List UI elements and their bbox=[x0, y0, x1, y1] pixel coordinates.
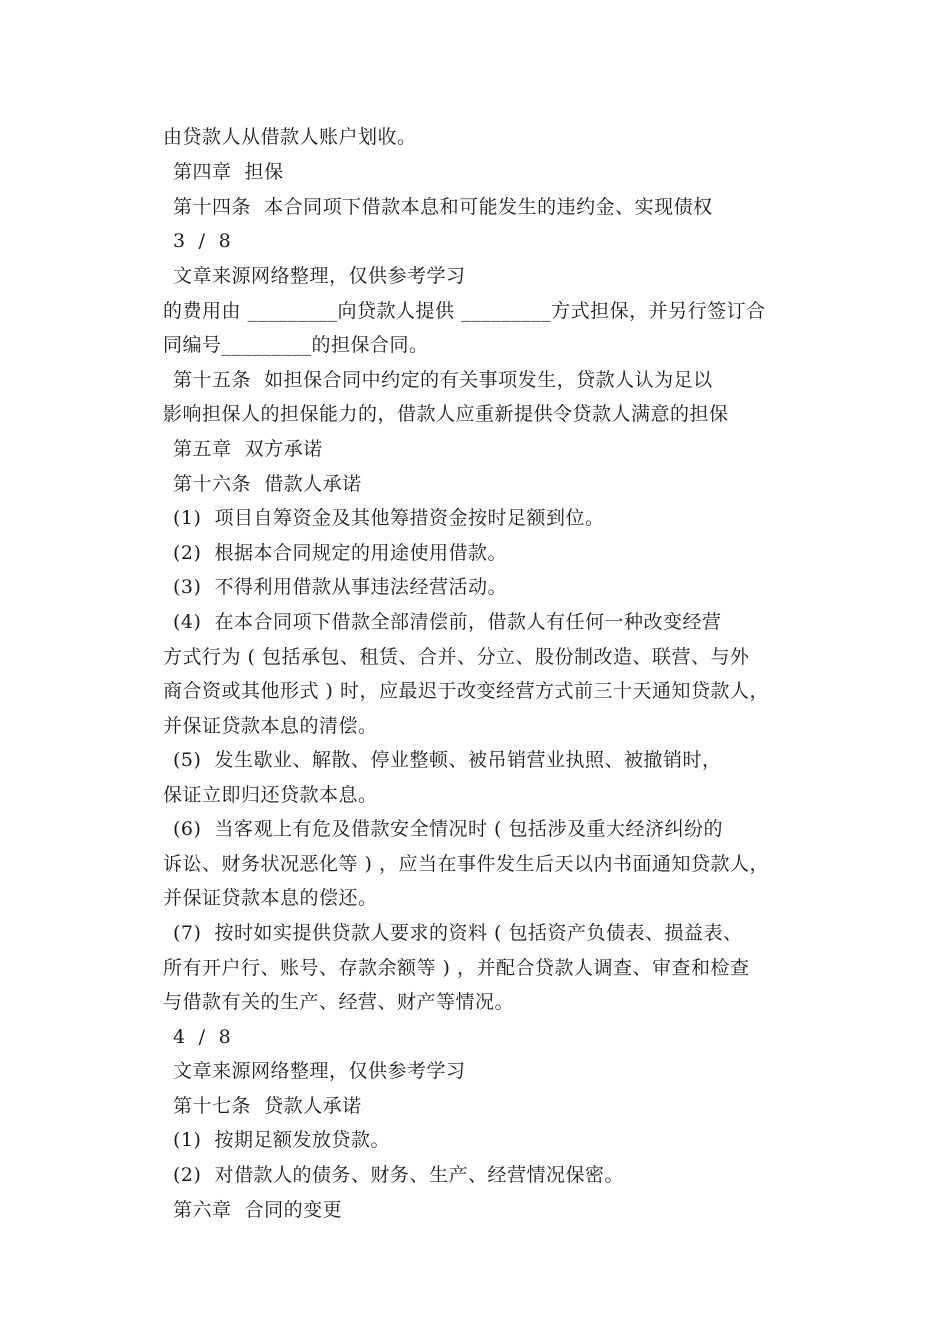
article-line: 第十七条 贷款人承诺 bbox=[173, 1095, 362, 1117]
list-item: (6) 当客观上有危及借款安全情况时 ( 包括涉及重大经济纠纷的 bbox=[173, 818, 723, 840]
list-item: (4) 在本合同项下借款全部清偿前，借款人有任何一种改变经营 bbox=[173, 611, 722, 633]
article-line: 第十四条 本合同项下借款本息和可能发生的违约金、实现债权 bbox=[173, 196, 713, 218]
text-line: 商合资或其他形式 ) 时，应最迟于改变经营方式前三十天通知贷款人， bbox=[163, 680, 769, 702]
text-line: 由贷款人从借款人账户划收。 bbox=[163, 126, 417, 148]
list-item: (2) 根据本合同规定的用途使用借款。 bbox=[173, 542, 507, 564]
list-item: (1) 项目自筹资金及其他筹措资金按时足额到位。 bbox=[173, 507, 605, 529]
list-item: (5) 发生歇业、解散、停业整顿、被吊销营业执照、被撤销时， bbox=[173, 749, 722, 771]
text-line: 与借款有关的生产、经营、财产等情况。 bbox=[163, 991, 515, 1013]
list-item: (1) 按期足额发放贷款。 bbox=[173, 1129, 390, 1151]
source-note: 文章来源网络整理，仅供参考学习 bbox=[173, 265, 466, 287]
text-line: 所有开户行、账号、存款余额等 ) ，并配合贷款人调查、审查和检查 bbox=[163, 957, 750, 979]
text-line: 影响担保人的担保能力的，借款人应重新提供令贷款人满意的担保 bbox=[163, 403, 729, 425]
list-item: (3) 不得利用借款从事违法经营活动。 bbox=[173, 576, 507, 598]
page-number: 4 / 8 bbox=[173, 1026, 232, 1048]
list-item: (7) 按时如实提供贷款人要求的资料 ( 包括资产负债表、损益表、 bbox=[173, 922, 743, 944]
text-line: 的费用由 _________向贷款人提供 _________方式担保，并另行签订合 bbox=[163, 300, 766, 322]
chapter-heading: 第五章 双方承诺 bbox=[173, 438, 323, 460]
chapter-heading: 第六章 合同的变更 bbox=[173, 1199, 343, 1221]
source-note: 文章来源网络整理，仅供参考学习 bbox=[173, 1060, 466, 1082]
text-line: 诉讼、财务状况恶化等 ) ，应当在事件发生后天以内书面通知贷款人， bbox=[163, 853, 769, 875]
text-line: 方式行为 ( 包括承包、租赁、合并、分立、股份制改造、联营、与外 bbox=[163, 646, 750, 668]
page-number: 3 / 8 bbox=[173, 230, 232, 252]
article-line: 第十六条 借款人承诺 bbox=[173, 473, 362, 495]
article-line: 第十五条 如担保合同中约定的有关事项发生，贷款人认为足以 bbox=[173, 369, 713, 391]
text-line: 同编号_________的担保合同。 bbox=[163, 334, 429, 356]
chapter-heading: 第四章 担保 bbox=[173, 161, 284, 183]
text-line: 并保证贷款本息的偿还。 bbox=[163, 887, 378, 909]
list-item: (2) 对借款人的债务、财务、生产、经营情况保密。 bbox=[173, 1164, 624, 1186]
text-line: 保证立即归还贷款本息。 bbox=[163, 784, 378, 806]
text-line: 并保证贷款本息的清偿。 bbox=[163, 715, 378, 737]
